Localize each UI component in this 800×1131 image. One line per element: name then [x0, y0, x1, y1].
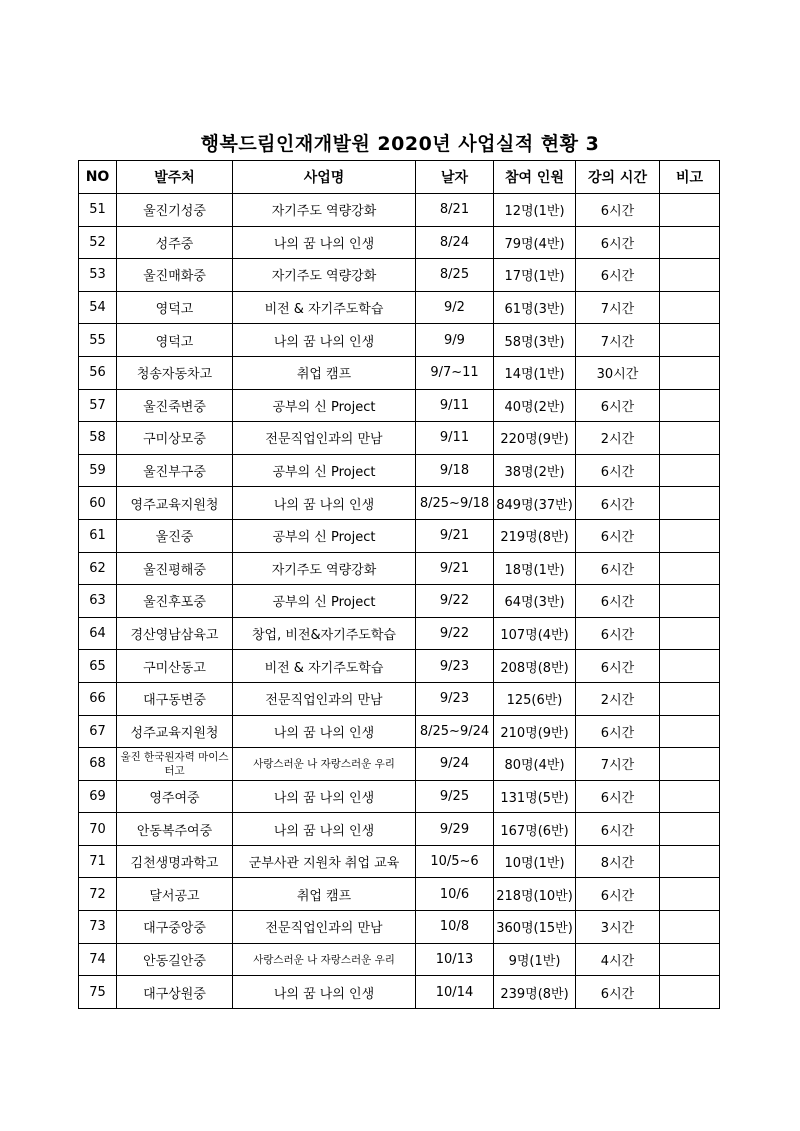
- cell-client: 울진기성중: [117, 194, 233, 227]
- cell-program: 사랑스러운 나 자랑스러운 우리: [233, 943, 416, 976]
- cell-note: [660, 226, 720, 259]
- cell-no: 57: [79, 389, 117, 422]
- cell-client: 구미산동고: [117, 650, 233, 683]
- cell-program: 취업 캠프: [233, 356, 416, 389]
- cell-date: 8/25: [416, 259, 494, 292]
- table-header-row: [79, 161, 720, 194]
- cell-program: 자기주도 역량강화: [233, 259, 416, 292]
- cell-note: [660, 682, 720, 715]
- table-row: [79, 519, 720, 552]
- header-program: 사업명: [233, 161, 416, 194]
- cell-client: 성주중: [117, 226, 233, 259]
- performance-table: [78, 160, 720, 1009]
- cell-program: 전문직업인과의 만남: [233, 911, 416, 944]
- cell-no: 63: [79, 585, 117, 618]
- cell-client: 안동길안중: [117, 943, 233, 976]
- cell-client: 영덕고: [117, 324, 233, 357]
- cell-participants: 58명(3반): [494, 324, 576, 357]
- cell-hours: 4시간: [576, 943, 660, 976]
- cell-no: 55: [79, 324, 117, 357]
- cell-program: 나의 꿈 나의 인생: [233, 226, 416, 259]
- cell-note: [660, 422, 720, 455]
- cell-program: 전문직업인과의 만남: [233, 422, 416, 455]
- cell-hours: 6시간: [576, 650, 660, 683]
- cell-no: 67: [79, 715, 117, 748]
- cell-date: 9/18: [416, 454, 494, 487]
- cell-note: [660, 324, 720, 357]
- table-row: [79, 291, 720, 324]
- cell-client: 울진부구중: [117, 454, 233, 487]
- cell-no: 71: [79, 845, 117, 878]
- cell-participants: 208명(8반): [494, 650, 576, 683]
- cell-note: [660, 715, 720, 748]
- table-row: [79, 650, 720, 683]
- cell-date: 8/25~9/18: [416, 487, 494, 520]
- cell-program: 비전 & 자기주도학습: [233, 650, 416, 683]
- cell-program: 나의 꿈 나의 인생: [233, 813, 416, 846]
- cell-no: 72: [79, 878, 117, 911]
- cell-date: 9/7~11: [416, 356, 494, 389]
- cell-client: 영주교육지원청: [117, 487, 233, 520]
- cell-no: 74: [79, 943, 117, 976]
- cell-no: 54: [79, 291, 117, 324]
- cell-date: 9/21: [416, 552, 494, 585]
- cell-date: 9/9: [416, 324, 494, 357]
- cell-note: [660, 813, 720, 846]
- cell-date: 9/22: [416, 617, 494, 650]
- cell-program: 나의 꿈 나의 인생: [233, 324, 416, 357]
- cell-hours: 30시간: [576, 356, 660, 389]
- cell-client: 김천생명과학고: [117, 845, 233, 878]
- cell-note: [660, 356, 720, 389]
- cell-note: [660, 259, 720, 292]
- cell-note: [660, 748, 720, 781]
- page-title: 행복드림인재개발원 2020년 사업실적 현황 3: [200, 133, 600, 155]
- table-row: [79, 682, 720, 715]
- table-row: [79, 356, 720, 389]
- cell-client: 영덕고: [117, 291, 233, 324]
- table-row: [79, 780, 720, 813]
- cell-date: 9/29: [416, 813, 494, 846]
- cell-program: 창업, 비전&자기주도학습: [233, 617, 416, 650]
- cell-note: [660, 976, 720, 1009]
- cell-date: 9/25: [416, 780, 494, 813]
- cell-program: 취업 캠프: [233, 878, 416, 911]
- cell-hours: 6시간: [576, 487, 660, 520]
- table-row: [79, 813, 720, 846]
- cell-program: 나의 꿈 나의 인생: [233, 780, 416, 813]
- cell-participants: 12명(1반): [494, 194, 576, 227]
- cell-participants: 239명(8반): [494, 976, 576, 1009]
- cell-participants: 218명(10반): [494, 878, 576, 911]
- cell-date: 10/8: [416, 911, 494, 944]
- cell-participants: 9명(1반): [494, 943, 576, 976]
- table-row: [79, 194, 720, 227]
- cell-no: 52: [79, 226, 117, 259]
- table-row: [79, 943, 720, 976]
- cell-client: 울진 한국원자력 마이스터고: [117, 748, 233, 781]
- cell-participants: 14명(1반): [494, 356, 576, 389]
- cell-date: 9/23: [416, 682, 494, 715]
- table-row: [79, 259, 720, 292]
- cell-no: 53: [79, 259, 117, 292]
- cell-hours: 6시간: [576, 226, 660, 259]
- cell-client: 대구중앙중: [117, 911, 233, 944]
- cell-date: 10/13: [416, 943, 494, 976]
- cell-no: 56: [79, 356, 117, 389]
- cell-note: [660, 617, 720, 650]
- cell-client: 안동복주여중: [117, 813, 233, 846]
- cell-participants: 167명(6반): [494, 813, 576, 846]
- cell-participants: 40명(2반): [494, 389, 576, 422]
- cell-hours: 6시간: [576, 519, 660, 552]
- cell-client: 울진중: [117, 519, 233, 552]
- cell-program: 비전 & 자기주도학습: [233, 291, 416, 324]
- cell-participants: 220명(9반): [494, 422, 576, 455]
- cell-participants: 80명(4반): [494, 748, 576, 781]
- cell-hours: 6시간: [576, 259, 660, 292]
- cell-client: 울진후포중: [117, 585, 233, 618]
- cell-program: 사랑스러운 나 자랑스러운 우리: [233, 748, 416, 781]
- header-date: 날자: [416, 161, 494, 194]
- cell-no: 66: [79, 682, 117, 715]
- cell-no: 62: [79, 552, 117, 585]
- cell-date: 9/24: [416, 748, 494, 781]
- cell-no: 61: [79, 519, 117, 552]
- cell-hours: 6시간: [576, 617, 660, 650]
- cell-hours: 6시간: [576, 813, 660, 846]
- cell-no: 59: [79, 454, 117, 487]
- cell-no: 65: [79, 650, 117, 683]
- cell-note: [660, 454, 720, 487]
- header-no: NO: [79, 161, 117, 194]
- cell-program: 공부의 신 Project: [233, 454, 416, 487]
- cell-date: 10/5~6: [416, 845, 494, 878]
- cell-client: 울진매화중: [117, 259, 233, 292]
- cell-no: 60: [79, 487, 117, 520]
- cell-note: [660, 291, 720, 324]
- cell-participants: 131명(5반): [494, 780, 576, 813]
- table-row: [79, 422, 720, 455]
- cell-hours: 6시간: [576, 389, 660, 422]
- cell-note: [660, 552, 720, 585]
- cell-date: 9/22: [416, 585, 494, 618]
- cell-participants: 18명(1반): [494, 552, 576, 585]
- cell-date: 9/11: [416, 389, 494, 422]
- cell-program: 공부의 신 Project: [233, 519, 416, 552]
- cell-participants: 38명(2반): [494, 454, 576, 487]
- cell-note: [660, 194, 720, 227]
- cell-hours: 7시간: [576, 748, 660, 781]
- cell-note: [660, 389, 720, 422]
- cell-date: 9/23: [416, 650, 494, 683]
- cell-participants: 219명(8반): [494, 519, 576, 552]
- cell-hours: 6시간: [576, 780, 660, 813]
- cell-no: 64: [79, 617, 117, 650]
- cell-date: 9/21: [416, 519, 494, 552]
- cell-participants: 210명(9반): [494, 715, 576, 748]
- table-row: [79, 324, 720, 357]
- cell-client: 울진평해중: [117, 552, 233, 585]
- cell-client: 성주교육지원청: [117, 715, 233, 748]
- cell-note: [660, 585, 720, 618]
- cell-date: 9/2: [416, 291, 494, 324]
- table-row: [79, 585, 720, 618]
- cell-note: [660, 943, 720, 976]
- table-row: [79, 715, 720, 748]
- cell-hours: 2시간: [576, 682, 660, 715]
- cell-client: 영주여중: [117, 780, 233, 813]
- table-row: [79, 487, 720, 520]
- cell-hours: 6시간: [576, 194, 660, 227]
- cell-note: [660, 780, 720, 813]
- table-row: [79, 911, 720, 944]
- cell-program: 전문직업인과의 만남: [233, 682, 416, 715]
- cell-hours: 7시간: [576, 324, 660, 357]
- cell-participants: 10명(1반): [494, 845, 576, 878]
- cell-client: 경산영남삼육고: [117, 617, 233, 650]
- cell-no: 73: [79, 911, 117, 944]
- table-row: [79, 878, 720, 911]
- table-row: [79, 976, 720, 1009]
- cell-note: [660, 650, 720, 683]
- table-row: [79, 845, 720, 878]
- cell-hours: 8시간: [576, 845, 660, 878]
- cell-program: 나의 꿈 나의 인생: [233, 976, 416, 1009]
- cell-program: 자기주도 역량강화: [233, 194, 416, 227]
- cell-note: [660, 878, 720, 911]
- cell-note: [660, 911, 720, 944]
- cell-participants: 64명(3반): [494, 585, 576, 618]
- cell-hours: 6시간: [576, 976, 660, 1009]
- cell-participants: 360명(15반): [494, 911, 576, 944]
- header-participants: 참여 인원: [494, 161, 576, 194]
- cell-date: 8/25~9/24: [416, 715, 494, 748]
- cell-hours: 3시간: [576, 911, 660, 944]
- cell-client: 울진죽변중: [117, 389, 233, 422]
- cell-date: 8/24: [416, 226, 494, 259]
- cell-date: 10/6: [416, 878, 494, 911]
- cell-hours: 6시간: [576, 552, 660, 585]
- table-row: [79, 748, 720, 781]
- cell-hours: 6시간: [576, 454, 660, 487]
- cell-client: 대구동변중: [117, 682, 233, 715]
- cell-hours: 7시간: [576, 291, 660, 324]
- cell-program: 공부의 신 Project: [233, 585, 416, 618]
- cell-participants: 61명(3반): [494, 291, 576, 324]
- cell-date: 8/21: [416, 194, 494, 227]
- cell-no: 68: [79, 748, 117, 781]
- cell-participants: 79명(4반): [494, 226, 576, 259]
- table-row: [79, 389, 720, 422]
- cell-no: 58: [79, 422, 117, 455]
- cell-program: 군부사관 지원차 취업 교육: [233, 845, 416, 878]
- header-note: 비고: [660, 161, 720, 194]
- cell-program: 공부의 신 Project: [233, 389, 416, 422]
- header-hours: 강의 시간: [576, 161, 660, 194]
- cell-client: 구미상모중: [117, 422, 233, 455]
- cell-no: 70: [79, 813, 117, 846]
- cell-hours: 2시간: [576, 422, 660, 455]
- cell-no: 69: [79, 780, 117, 813]
- cell-program: 나의 꿈 나의 인생: [233, 487, 416, 520]
- cell-participants: 107명(4반): [494, 617, 576, 650]
- header-client: 발주처: [117, 161, 233, 194]
- table-row: [79, 454, 720, 487]
- cell-date: 10/14: [416, 976, 494, 1009]
- cell-no: 75: [79, 976, 117, 1009]
- cell-participants: 125(6반): [494, 682, 576, 715]
- table-row: [79, 552, 720, 585]
- table-row: [79, 617, 720, 650]
- cell-no: 51: [79, 194, 117, 227]
- cell-hours: 6시간: [576, 585, 660, 618]
- cell-participants: 849명(37반): [494, 487, 576, 520]
- cell-note: [660, 519, 720, 552]
- cell-client: 대구상원중: [117, 976, 233, 1009]
- cell-client: 달서공고: [117, 878, 233, 911]
- cell-program: 자기주도 역량강화: [233, 552, 416, 585]
- cell-client: 청송자동차고: [117, 356, 233, 389]
- cell-date: 9/11: [416, 422, 494, 455]
- cell-program: 나의 꿈 나의 인생: [233, 715, 416, 748]
- cell-note: [660, 845, 720, 878]
- cell-hours: 6시간: [576, 715, 660, 748]
- cell-participants: 17명(1반): [494, 259, 576, 292]
- cell-note: [660, 487, 720, 520]
- cell-hours: 6시간: [576, 878, 660, 911]
- table-row: [79, 226, 720, 259]
